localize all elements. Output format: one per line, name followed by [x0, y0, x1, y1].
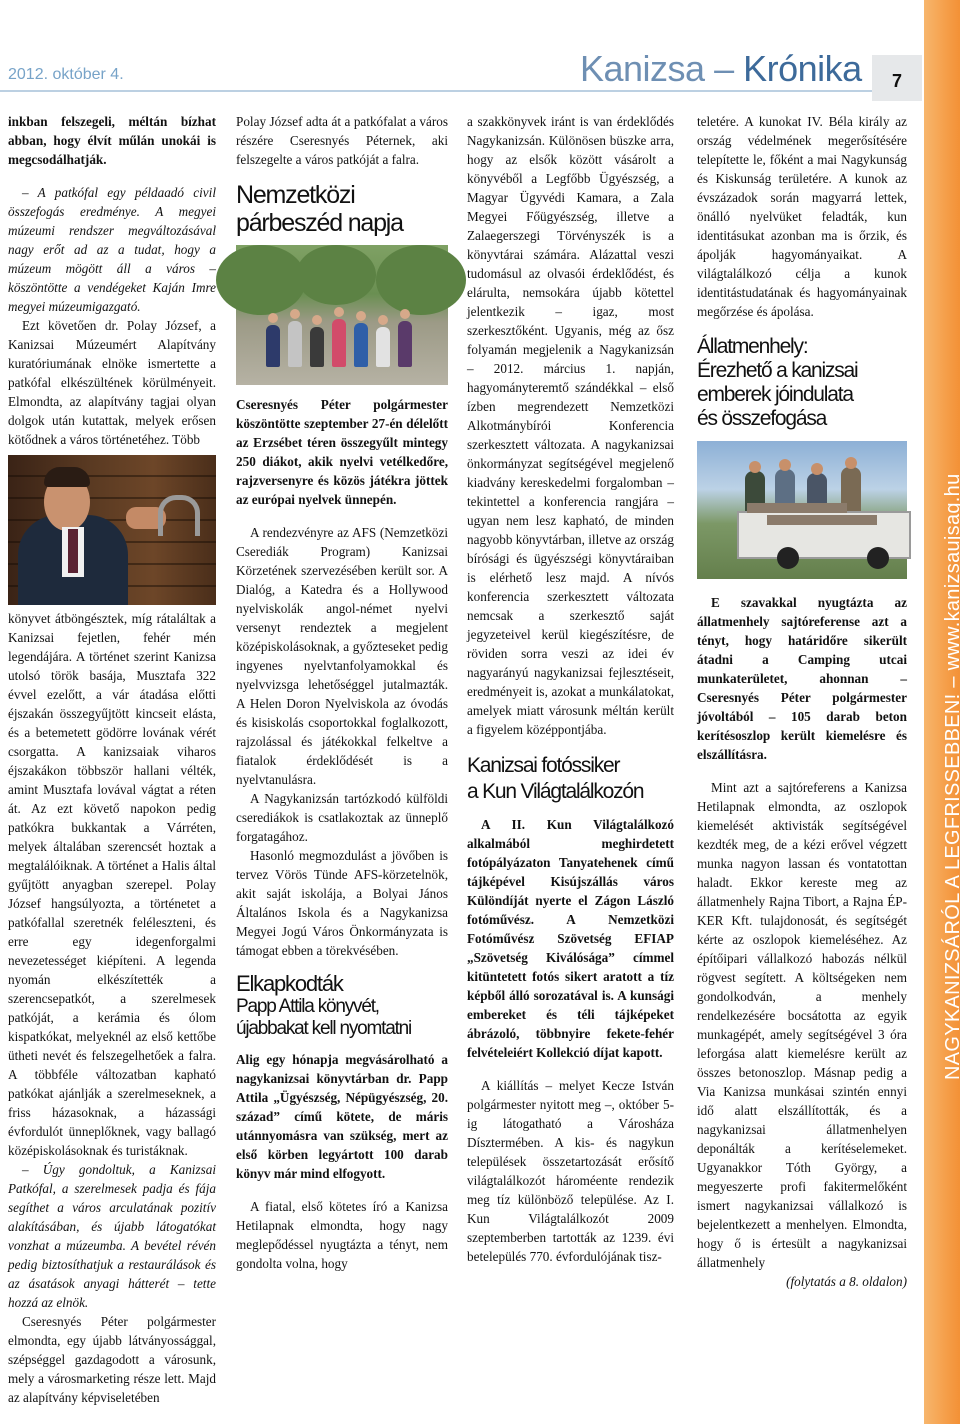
column-4: [697, 112, 907, 1291]
headline-elkapkodtak-3: újabbakat kell nyomtatni: [236, 1018, 412, 1039]
paragraph: A rendezvényre az AFS (Nemzetközi Cserediák Program) Kanizsai Körzetének szervezésében került sor. A Dialóg, a Katedra és a Hollywood nyelviskolák angol-német nyelvi versenyt rendeztek a megjelent középiskolásoknak, a győzteseket pedig ingyenes nyelvtanfolyamokkal és nyelvvizsga lehetőséggel jutalmazták. A Helen Doron Nyelviskola az óvodás és kisiskolás csoportokkal foglalkozott, rajzolással és játékokkal felkeltve a fiatalok érdeklődését is a nyelvtanulásra.: [236, 525, 448, 787]
masthead-title: [580, 48, 862, 90]
paragraph: A Nagykanizsán tartózkodó külföldi cserediákok is csatlakoztak az ünneplő forgatagához.: [236, 791, 448, 844]
article-lead: [697, 593, 907, 764]
photo-students-square: [236, 245, 448, 385]
paragraph: könyvet átböngésztek, míg rátaláltak a Kanizsai fejetlen, fehér mén legendájára. A történet szerint Kanizsa utolsó török basája, Musztafa 322 évvel ezelőtt, a vár átadása előtti éjszakán összegyűjtött kincseit elásta, és a betemetett gödörre lovának vérét csorgatta. A kanizsaiak viharos éjszakákon többször hallani vélték, amint Musztafa lovával vágtat a réten át. Az ezt követő napokon pedig patkókra bukkantak a Várréten, melyek általában szerencsét hoztak a megtalálóiknak. A történet a Halis által gyűjtött anyagban szerepel. Polay József hangsúlyozta, a történetet a patkófallal szeretnék feléleszteni, és erre egy idegenforgalmi nevezetességet kiépíteni. A legenda nyomán elkészítették a szerencsepatkót, a szerelmesek patkóját, a kerámia és ólom kispatkókat, melyeknél az első kettőbe ütheti nevét és felszegelhetőek a falra. A többféle változatban kapható patkókat ajánlják a szerelmeseknek, a friss házasoknak, a házassági évfordulót ünneplőknek, vagy ballagó középiskolásoknak és turistáknak.: [8, 611, 216, 1158]
article-lead: Alig egy hónapja megvásárolható a nagykanizsai könyvtárban dr. Papp Attila „Ügyészség, Népügyészség, 20. század” című kötete, de máris utánnyomásra van szükség, mert az első körben legyártott 100 darab könyv már mind elfogyott.: [236, 1052, 448, 1181]
photo-door-man: [8, 455, 216, 605]
article-lead: A II. Kun Világtalálkozó alkalmából meghirdetett fotópályázaton Tanyatehenek című tájképével Kisújszállás város Különdíját nyerte el Zágon László fotóművész. A Nemzetközi Fotóművész Szövetség EFIAP „Szövetség Kiválósága” címmel kitüntetett fotós sikert aratott a tíz képből álló sorozatával is. A kunsági embereket és téli tájképeket ábrázoló, többnyire fekete-fehér felvételeiért Kollekció díjat kapott.: [467, 817, 674, 1060]
paragraph: Polay József adta át a patkófalat a város részére Cseresnyés Péternek, aki felszegelte a város patkóját a falra.: [236, 114, 448, 167]
paragraph: Mint azt a sajtóreferens a Kanizsa Hetilapnak elmondta, az oszlopok kiemelését aktivisták segítségével kezdték meg, de a kézi erővel végzett munka nagyon lassan és vontatottan haladt. Ekkor kereste meg az állatmenhely Rajna Tibort, a Rajna ÉP-KER Kft. tulajdonosát, és segítségét kérte az oszlopok kiemeléséhez. Az építőipari vállalkozó habozás nélkül rögvest segített. A költségeken nem gondolkodván, a menhely rendelkezésére bocsátotta az egyik munkagépét, amely segítségével 3 óra leforgása alatt kiemelésre került az összes betonoszlop. Másnap pedig a Via Kanizsa munkásai szintén ennyi idő alatt elszállították, és a nagykanizsai állatmenhelyen deponálták a kerítéselemeket. Ugyanakkor Tóth György, a megyeszerte profi fakitermelőként ismert nagykanizsai vállalkozó is bejelentkezett a menhelyen. Elmondta, hogy ő is értesült a nagykanizsai állatmenhely: [697, 780, 907, 1270]
headline-elkapkodtak: Elkapkodták: [236, 971, 343, 996]
masthead-kanizsa: Kanizsa: [580, 48, 705, 89]
article-lead-text: E szavakkal nyugtázta az állatmenhely sajtóreferense azt a tényt, hogy határidőre sikerült átadni a Camping utcai munkaterületet, ahonnan – Cseresnyés Péter polgármester jóvoltából – 105 darab beton kerítésoszlop került kiemelésre és elszállításra.: [697, 595, 907, 762]
continuation-note: (folytatás a 8. oldalon): [786, 1274, 907, 1289]
paragraph: Hasonló megmozdulást a jövőben is tervez Vörös Tünde AFS-körzetelnök, akit saját iskolája, a Bolyai János Általános Iskola és a Nagykanizsa Megyei Jogú Város Önkormányzata is támogat ebben a törekvésében.: [236, 848, 448, 958]
paragraph: [8, 183, 216, 316]
paragraph: A fiatal, első kötetes író a Kanizsa Hetilapnak elmondta, hogy nagy meglepődéssel nyugtázta a tényt, nem gondolta volna, hogy: [236, 1199, 448, 1271]
photo-workers-truck: [697, 441, 907, 579]
paragraph-quote: – Úgy gondoltuk, a Kanizsai Patkófal, a szerelmesek padja és fája segíthet a város arculatának pozitív alakításában, és újabb látogatókat vonzhat a múzeumba. A bevétel révén pedig biztosíthatjuk a restaurálások és az ásatások anyagi hátterét – tette hozzá az elnök.: [8, 1162, 216, 1310]
article-lead: Cseresnyés Péter polgármester köszöntötte szeptember 27-én délelőtt az Erzsébet téren összegyűlt mintegy 250 diákot, akik nyelvi vetélkedőre, rajzversenyre és közös játékra jöttek az európai nyelvek ünnepén.: [236, 397, 448, 507]
column-3: [467, 112, 674, 1266]
masthead-dash: –: [714, 48, 734, 89]
header-rule: [0, 90, 872, 92]
headline-parbeszed: Nemzetközi párbeszéd napja: [236, 181, 403, 237]
paragraph-text: – A patkófal egy példaadó civil összefogás eredménye. A megyei múzeumi rendszer megváltozásával nagy erőt ad az a tudat, hogy a múzeum mögött áll a város – köszöntötte a vendégeket Kaján Imre megyei múzeumigazgató.: [8, 185, 216, 314]
issue-date: 2012. október 4.: [8, 66, 124, 83]
article-lead: inkban felszegeli, méltán bízhat abban, hogy élvít műlán unokái is megcsodálhatják.: [8, 114, 216, 167]
paragraph: a szakkönyvek iránt is van érdeklődés Nagykanizsán. Különösen büszke arra, hogy az elsők között vásárolt a könyvéből a Legfőbb Ügyészség, a Magyar Ügyvédi Kamara, a Zala Megyei Főügyészség, illetve a Zalaegerszegi Törvényszék is a könyvtárai számára. Alázattal veszi tudomásul az olvasói érdeklődést, és elárulta, nemsokára újabb kötettel jelentkezik – igaz, most szerkesztőként. Ugyanis, még az ősz folyamán megjelenik a Nagykanizsán – 2012. március 1. napján, hagyományteremtő szándékkal – első ízben megrendezett Nemzetközi Alkotmánybírói Konferencia szerkesztett változata. A nagykanizsai önkormányzat segítségével megjelenő kiadvány kereskedelmi forgalomban – tekintettel a konferencia rangjára – ugyan nem lesz kapható, de minden nagyobb könyvtárban, illetve az ország bírósági és ügyészségi könyvtáraiban is elérhető lesz majd. A nívós konferencia szerkesztett változata nemcsak a szerkesztő saját jegyzeteivel kerül kiegészítésre, de röviden sorra veszi az idei év nagyarányú nagykanizsai fejlesztéseit, eredményeit is, azokat a munkálatokat, amelyek miatt városunk méltán került a figyelem középpontjába.: [467, 114, 674, 737]
paragraph: Ezt követően dr. Polay József, a Kanizsai Múzeumért Alapítvány kuratóriumának elnöke ismertette a patkófal elkészültének körülményeit. Elmondta, az alapítvány tagjai olyan dolgok után kutattak, melyek erősen kötődnek a város történetéhez. Több: [8, 318, 216, 447]
paragraph: A kiállítás – melyet Kecze István polgármester nyitott meg –, október 5-ig látogatható a Városháza Dísztermében. A kis- és nagykun települések összetartozását erősítő világtalálkozót hároméente rendezik meg tíz különböző települése. Az I. Kun Világtalálkozót 2009 szeptemberben tartották az 1239. évi betelepülés 770. évfordulójának tisz-: [467, 1078, 674, 1264]
headline-allatmenhely-3: emberek jóindulata: [697, 383, 853, 406]
page-header: [0, 0, 960, 96]
headline-fotossiker-2: a Kun Világtalálkozón: [467, 780, 644, 803]
page-number: 7: [872, 55, 922, 101]
masthead-kronika: Krónika: [743, 48, 862, 89]
headline-elkapkodtak-2: Papp Attila könyvét,: [236, 996, 379, 1017]
paragraph: Cseresnyés Péter polgármester elmondta, egy újabb látványossággal, szépséggel gazdagodott a városunk, mely a városmarketing része lett. Majd az alapítvány képviseletében: [8, 1314, 216, 1405]
column-1: [8, 112, 216, 1407]
column-2: [236, 112, 448, 1273]
headline-allatmenhely: Állatmenhely:: [697, 335, 808, 358]
paragraph: teletére. A kunokat IV. Béla király az ország védelmének megerősítésére telepítette le, főként a mai Nagykunság és Kiskunság területére. A kunok az évszázadok során magyarrá lettek, önálló nyelvüket feladták, kun identitásukat azonban ma is őrzik, és ápolják hagyományaikat. A világtalálkozó célja a kunok identitástudatának és hagyományainak megőrzése és ápolása.: [697, 114, 907, 319]
side-banner-text: NAGYKANIZSÁRÓL A LEGFRISSEBBEN! – www.kanizsaujsag.hu: [942, 473, 964, 1080]
headline-allatmenhely-4: és összefogása: [697, 407, 827, 430]
headline-allatmenhely-2: Érezhető a kanizsai: [697, 359, 858, 382]
headline-fotossiker: Kanizsai fotóssiker: [467, 754, 620, 777]
